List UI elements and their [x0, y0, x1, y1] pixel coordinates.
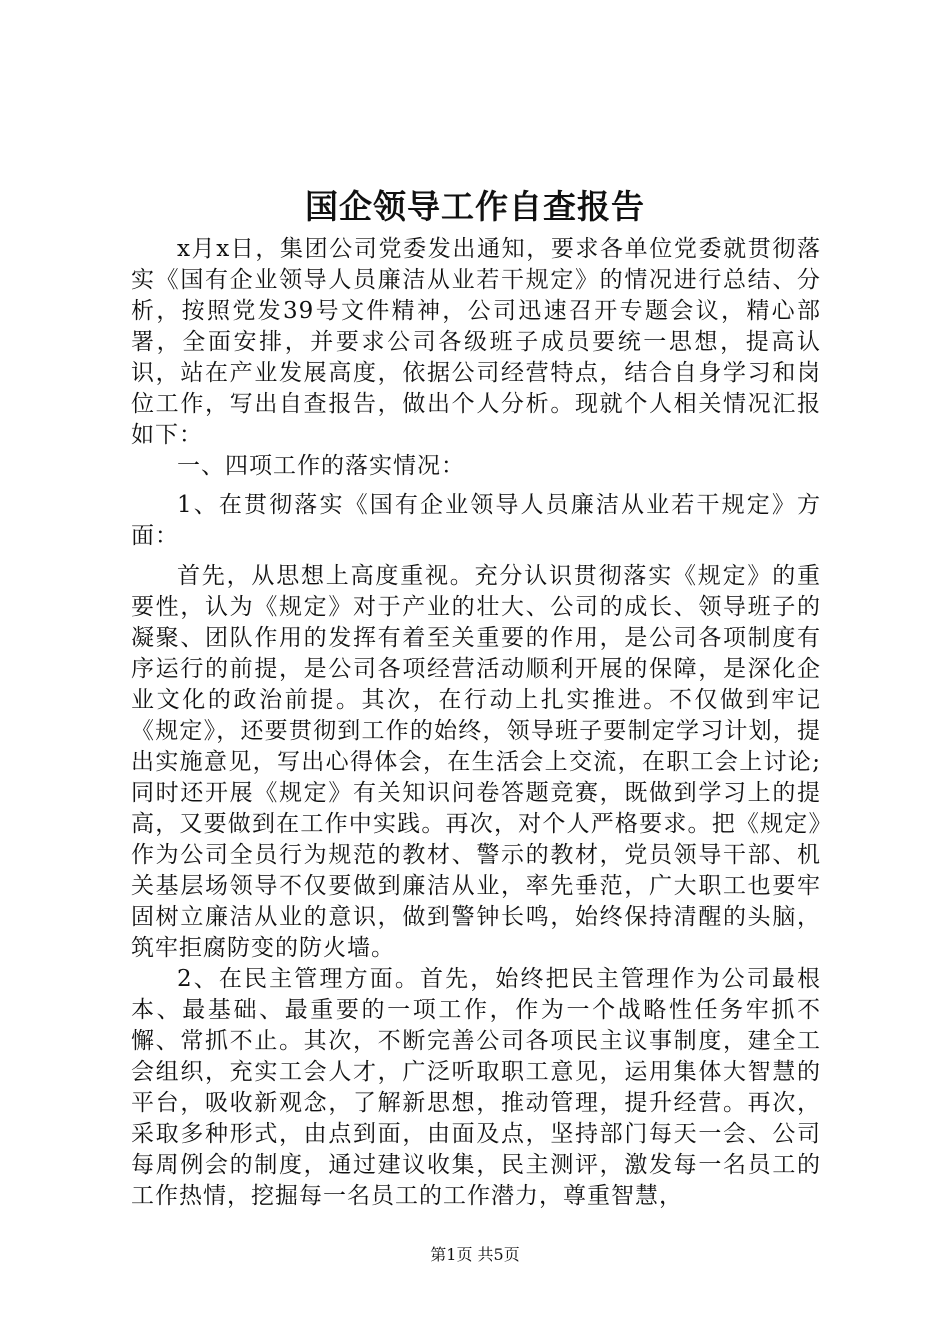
- subsection-heading-1: 1、在贯彻落实《国有企业领导人员廉洁从业若干规定》方面：: [131, 492, 821, 549]
- document-title: 国企领导工作自查报告: [305, 187, 645, 226]
- paragraph-democratic-management: 2、在民主管理方面。首先，始终把民主管理作为公司最根本、最基础、最重要的一项工作，作为一个战略性任务牢抓不懈、常抓不止。其次，不断完善公司各项民主议事制度，建全工会组织，充实工会人才，广泛听取职工意见，运用集体大智慧的平台，吸收新观念，了解新思想，推动管理，提升经营。再次，采取多种形式，由点到面，由面及点，坚持部门每天一会、公司每周例会的制度，通过建议收集，民主测评，激发每一名员工的工作热情，挖掘每一名员工的工作潜力，尊重智慧，: [131, 966, 821, 1209]
- document-body: [131, 234, 821, 1212]
- paragraph-intro: x月x日，集团公司党委发出通知，要求各单位党委就贯彻落实《国有企业领导人员廉洁从业若干规定》的情况进行总结、分析，按照党发39号文件精神，公司迅速召开专题会议，精心部署，全面安排，并要求公司各级班子成员要统一思想，提高认识，站在产业发展高度，依据公司经营特点，结合自身学习和岗位工作，写出自查报告，做出个人分析。现就个人相关情况汇报如下：: [131, 236, 821, 448]
- page-number-label: 第1页 共5页: [430, 1245, 520, 1264]
- paragraph-regulation: 首先，从思想上高度重视。充分认识贯彻落实《规定》的重要性，认为《规定》对于产业的壮大、公司的成长、领导班子的凝聚、团队作用的发挥有着至关重要的作用，是公司各项制度有序运行的前提，是公司各项经营活动顺利开展的保障，是深化企业文化的政治前提。其次，在行动上扎实推进。不仅做到牢记《规定》，还要贯彻到工作的始终，领导班子要制定学习计划，提出实施意见，写出心得体会，在生活会上交流，在职工会上讨论;同时还开展《规定》有关知识问卷答题竞赛，既做到学习上的提高，又要做到在工作中实践。再次，对个人严格要求。把《规定》作为公司全员行为规范的教材、警示的教材，党员领导干部、机关基层场领导不仅要做到廉洁从业，率先垂范，广大职工也要牢固树立廉洁从业的意识，做到警钟长鸣，始终保持清醒的头脑，筑牢拒腐防变的防火墙。: [131, 563, 821, 961]
- section-heading-1: 一、四项工作的落实情况：: [177, 453, 465, 479]
- page-footer: [0, 1244, 950, 1266]
